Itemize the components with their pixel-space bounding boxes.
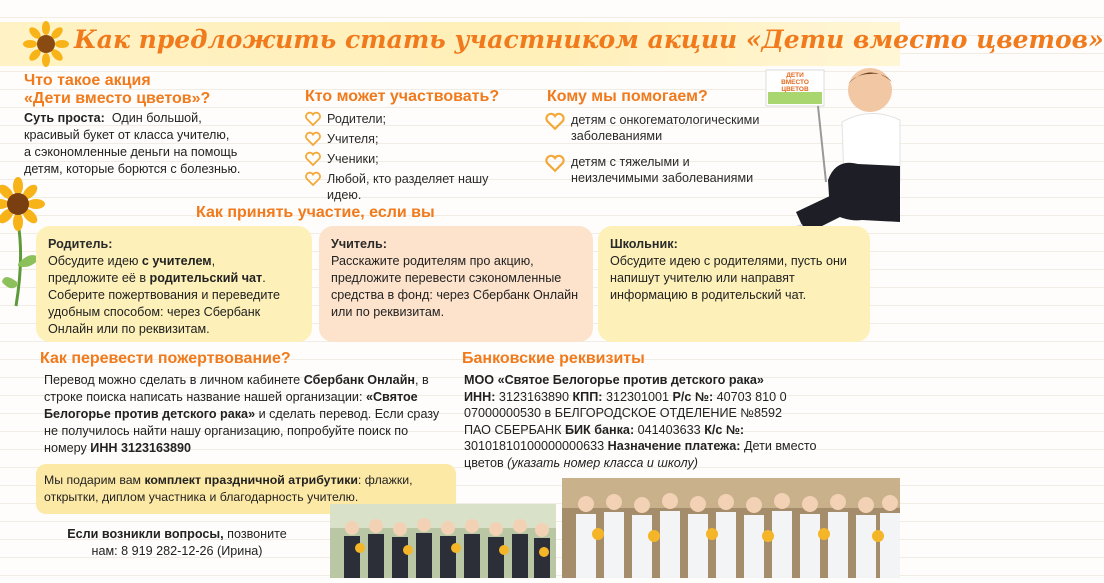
sign-text: ДЕТИ ВМЕСТО ЦВЕТОВ xyxy=(781,72,809,93)
transfer-heading: Как перевести пожертвование? xyxy=(40,350,291,367)
contacts: Если возникли вопросы, позвоните нам: 8 919 282-12-26 (Ирина) xyxy=(40,526,314,560)
card-role: Родитель: xyxy=(48,237,113,251)
participate-heading: Как принять участие, если вы xyxy=(196,204,435,221)
list-item: детям с тяжелыми и неизлечимыми заболеваниями xyxy=(545,154,765,186)
heart-icon xyxy=(305,112,321,126)
card-text: Расскажите родителям про акцию, предложите перевести сэкономленные средства в фонд: через Сбербанк Онлайн или по реквизитам. xyxy=(331,254,579,319)
card-role: Учитель: xyxy=(331,237,387,251)
class-photo-left xyxy=(330,504,556,578)
student-card xyxy=(598,226,870,342)
class-photo-right-image xyxy=(562,478,900,578)
transfer-text: Перевод можно сделать в личном кабинете Сбербанк Онлайн, в строке поиска написать название нашей организации: «Святое Белогорье против детского рака» и сделать перевод. Если сразу не получилось найти нашу организацию, попробуйте поиск по номеру ИНН 3123163890 xyxy=(44,373,440,455)
parent-card xyxy=(36,226,312,342)
boy-with-sign-photo xyxy=(766,62,900,252)
list-item: Любой, кто разделяет нашу идею. xyxy=(305,171,495,203)
card-text: Обсудите идею с учителем, предложите её в родительский чат. Соберите пожертвования и переведите удобным способом: через Сбербанк Онлайн или по реквизитам. xyxy=(48,254,281,336)
bank-details: МОО «Святое Белогорье против детского рака» ИНН: 3123163890 КПП: 312301001 Р/с №: 40703 810 0 07000000530 в БЕЛГОРОДСКОЕ ОТДЕЛЕНИЕ №8592 ПАО СБЕРБАНК БИК банка: 041403633 К/с №: 30101810100000000633 Назначение платежа: Дети вместо цветов (указать номер класса и школу) xyxy=(464,373,817,470)
phone-number: нам: 8 919 282-12-26 (Ирина) xyxy=(91,544,263,558)
card-role: Школьник: xyxy=(610,237,678,251)
class-photo-right xyxy=(562,478,900,578)
heart-icon xyxy=(545,155,565,172)
whom-list xyxy=(545,112,765,190)
card-text: Обсудите идею с родителями, пусть они напишут учителю или направят информацию в родительский чат. xyxy=(610,254,847,302)
heart-icon xyxy=(305,172,321,186)
page-title: Как предложить стать участником акции «Дети вместо цветов» xyxy=(74,25,1104,54)
list-item: Учителя; xyxy=(305,131,495,147)
whom-heading: Кому мы помогаем? xyxy=(547,88,708,105)
class-photo-left-image xyxy=(330,504,556,578)
heart-icon xyxy=(545,113,565,130)
heart-icon xyxy=(305,152,321,166)
who-heading: Кто может участвовать? xyxy=(305,88,500,105)
list-item: Родители; xyxy=(305,111,495,127)
list-item: Ученики; xyxy=(305,151,495,167)
gift-text: Мы подарим вам комплект праздничной атрибутики: флажки, открытки, диплом участника и благодарность учителю. xyxy=(44,473,413,504)
who-list xyxy=(305,111,495,207)
what-text: Суть проста: Один большой, красивый букет от класса учителю, а сэкономленные деньги на помощь детям, которые борются с болезнью. xyxy=(24,111,241,176)
teacher-card xyxy=(319,226,593,342)
list-item: детям с онкогематологическими заболеваниями xyxy=(545,112,765,144)
what-heading: Что такое акция «Дети вместо цветов»? xyxy=(24,72,211,107)
heart-icon xyxy=(305,132,321,146)
sunflower-icon xyxy=(24,22,68,66)
bank-heading: Банковские реквизиты xyxy=(462,350,645,367)
